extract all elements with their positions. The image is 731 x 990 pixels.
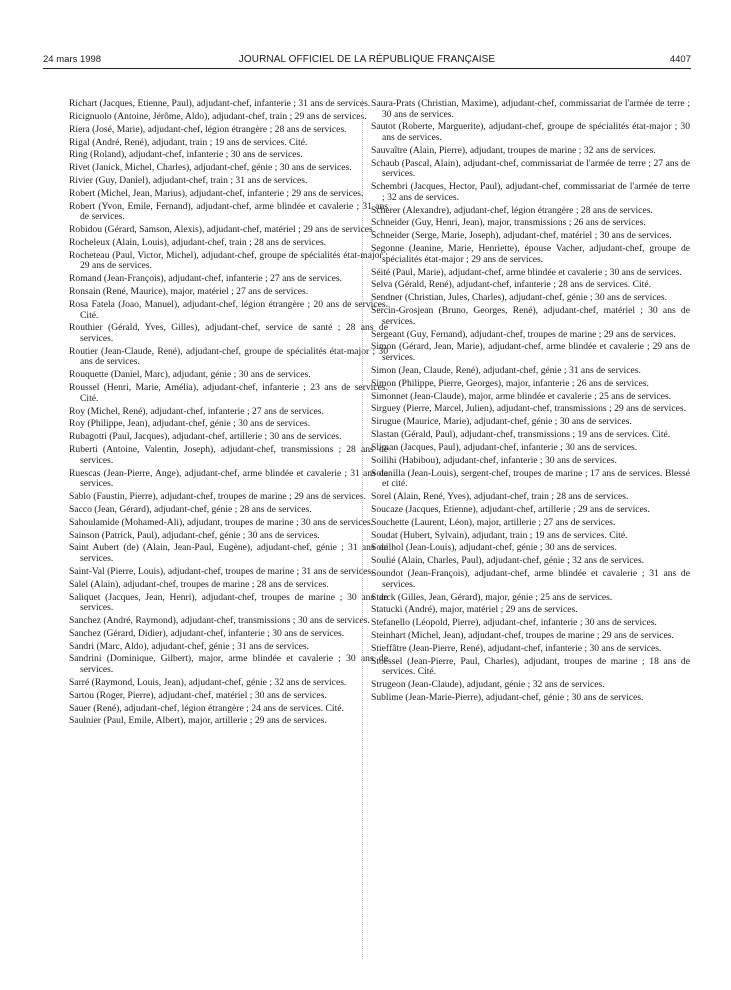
list-item: Sirugue (Maurice, Marie), adjudant-chef, génie ; 30 ans de services. xyxy=(371,416,632,428)
list-item: Starck (Gilles, Jean, Gérard), major, génie ; 25 ans de services. xyxy=(371,591,613,603)
right-column xyxy=(371,99,690,706)
left-column xyxy=(69,99,388,729)
list-item: Souchette (Laurent, Léon), major, artillerie ; 27 ans de services. xyxy=(371,516,616,528)
list-item: Sliman (Jacques, Paul), adjudant-chef, infanterie ; 30 ans de services. xyxy=(371,441,638,453)
page-header xyxy=(43,53,691,67)
list-item: Simon (Philippe, Pierre, Georges), major, infanterie ; 26 ans de services. xyxy=(371,377,649,389)
list-item: Schneider (Serge, Marie, Joseph), adjudant-chef, matériel ; 30 ans de services. xyxy=(371,230,672,242)
list-item: Richart (Jacques, Etienne, Paul), adjudant-chef, infanterie ; 31 ans de services. xyxy=(69,98,371,109)
header-date: 24 mars 1998 xyxy=(43,54,102,65)
list-item: Statucki (André), major, matériel ; 29 ans de services. xyxy=(371,604,578,616)
list-item: Roy (Michel, René), adjudant-chef, infanterie ; 27 ans de services. xyxy=(69,405,324,417)
list-item: Rocheleux (Alain, Louis), adjudant-chef, train ; 28 ans de services. xyxy=(69,237,327,249)
list-item: Steinhart (Michel, Jean), adjudant-chef, troupes de marine ; 29 ans de services. xyxy=(371,630,674,642)
list-item: Sauer (René), adjudant-chef, légion étrangère ; 24 ans de services. Cité. xyxy=(69,702,344,714)
list-item: Schembri (Jacques, Hector, Paul), adjudant-chef, commissariat de l'armée de terre ; 32 ans de services. xyxy=(371,181,690,203)
list-item: Salel (Alain), adjudant-chef, troupes de marine ; 28 ans de services. xyxy=(69,578,329,590)
list-item: Stoessel (Jean-Pierre, Paul, Charles), adjudant, troupes de marine ; 18 ans de services. Cité. xyxy=(371,655,690,678)
list-item: Sarré (Raymond, Louis, Jean), adjudant-chef, génie ; 32 ans de services. xyxy=(69,676,347,688)
list-item: Romand (Jean-François), adjudant-chef, infanterie ; 27 ans de services. xyxy=(69,273,343,285)
list-item: Sainson (Patrick, Paul), adjudant-chef, génie ; 30 ans de services. xyxy=(69,529,320,541)
list-item: Roussel (Henri, Marie, Amélia), adjudant-chef, infanterie ; 23 ans de services. Cité. xyxy=(69,382,388,404)
list-item: Sergeant (Guy, Fernand), adjudant-chef, troupes de marine ; 29 ans de services. xyxy=(371,328,676,340)
list-item: Rivier (Guy, Daniel), adjudant-chef, train ; 31 ans de services. xyxy=(69,175,308,187)
list-item: Soulié (Alain, Charles, Paul), adjudant-chef, génie ; 32 ans de services. xyxy=(371,555,645,567)
list-item: Sanchez (André, Raymond), adjudant-chef, transmissions ; 30 ans de services. xyxy=(69,614,370,626)
list-item: Sanchez (Gérard, Didier), adjudant-chef, infanterie ; 30 ans de services. xyxy=(69,627,345,639)
list-item: Sahoulamide (Mohamed-Ali), adjudant, troupes de marine ; 30 ans de services. xyxy=(69,516,373,528)
list-item: Solanilla (Jean-Louis), sergent-chef, troupes de marine ; 17 ans de services. Blessé et cité. xyxy=(371,467,690,490)
list-item: Ruberti (Antoine, Valentin, Joseph), adjudant-chef, transmissions ; 28 ans de services. xyxy=(69,444,388,466)
list-item: Saint-Val (Pierre, Louis), adjudant-chef, troupes de marine ; 31 ans de services. xyxy=(69,565,374,577)
list-item: Scherer (Alexandre), adjudant-chef, légion étrangère ; 28 ans de services. xyxy=(371,204,653,216)
journal-title: JOURNAL OFFICIEL DE LA RÉPUBLIQUE FRANÇAISE xyxy=(238,54,496,65)
list-item: Stieffâtre (Jean-Pierre, René), adjudant-chef, infanterie ; 30 ans de services. xyxy=(371,642,662,654)
list-item: Rouquette (Daniel, Marc), adjudant, génie ; 30 ans de services. xyxy=(69,369,311,381)
list-item: Rubagotti (Paul, Jacques), adjudant-chef, artillerie ; 30 ans de services. xyxy=(69,431,342,443)
list-item: Routhier (Gérald, Yves, Gilles), adjudant-chef, service de santé ; 28 ans de services. xyxy=(69,322,388,345)
list-item: Rivet (Janick, Michel, Charles), adjudant-chef, génie ; 30 ans de services. xyxy=(69,162,352,174)
list-item: Robidou (Gérard, Samson, Alexis), adjudant-chef, matériel ; 29 ans de services. xyxy=(69,224,376,236)
list-item: Rosa Fatela (Joao, Manuel), adjudant-chef, légion étrangère ; 20 ans de services. Cité. xyxy=(69,299,388,321)
list-item: Sauvaître (Alain, Pierre), adjudant, troupes de marine ; 32 ans de services. xyxy=(371,144,656,156)
list-item: Sacco (Jean, Gérard), adjudant-chef, génie ; 28 ans de services. xyxy=(69,503,312,515)
header-rule xyxy=(43,68,691,69)
list-item: Séité (Paul, Marie), adjudant-chef, arme blindée et cavalerie ; 30 ans de services. xyxy=(371,266,682,278)
list-item: Rocheteau (Paul, Victor, Michel), adjudant-chef, groupe de spécialités état-major ; 29 ans de services. xyxy=(69,249,388,272)
list-item: Robert (Michel, Jean, Marius), adjudant-chef, infanterie ; 29 ans de services. xyxy=(69,187,364,199)
list-item: Selva (Gérald, René), adjudant-chef, infanterie ; 28 ans de services. Cité. xyxy=(371,279,651,291)
list-item: Soudat (Hubert, Sylvain), adjudant, train ; 19 ans de services. Cité. xyxy=(371,529,628,541)
list-item: Ronsain (René, Maurice), major, matériel ; 27 ans de services. xyxy=(69,286,309,298)
list-item: Roy (Philippe, Jean), adjudant-chef, génie ; 30 ans de services. xyxy=(69,418,311,430)
list-item: Soucaze (Jacques, Etienne), adjudant-chef, artillerie ; 29 ans de services. xyxy=(371,503,650,515)
list-item: Strugeon (Jean-Claude), adjudant, génie ; 32 ans de services. xyxy=(371,679,605,691)
list-item: Ruescas (Jean-Pierre, Ange), adjudant-chef, arme blindée et cavalerie ; 31 ans de services. xyxy=(69,467,388,490)
list-item: Ricignuolo (Antoine, Jérôme, Aldo), adjudant-chef, train ; 29 ans de services. xyxy=(69,110,367,122)
list-item: Sandri (Marc, Aldo), adjudant-chef, génie ; 31 ans de services. xyxy=(69,640,310,652)
list-item: Souilhol (Jean-Louis), adjudant-chef, génie ; 30 ans de services. xyxy=(371,542,617,554)
list-item: Sublime (Jean-Marie-Pierre), adjudant-chef, génie ; 30 ans de services. xyxy=(371,692,644,703)
list-item: Robert (Yvon, Emile, Fernand), adjudant-chef, arme blindée et cavalerie ; 31 ans de services. xyxy=(69,200,388,223)
list-item: Soundot (Jean-François), adjudant-chef, arme blindée et cavalerie ; 31 ans de services. xyxy=(371,568,690,590)
page-number: 4407 xyxy=(669,54,691,65)
list-item: Riera (José, Marie), adjudant-chef, légion étrangère ; 28 ans de services. xyxy=(69,123,347,135)
list-item: Saint Aubert (de) (Alain, Jean-Paul, Eugène), adjudant-chef, génie ; 31 ans de services. xyxy=(69,542,388,564)
list-item: Sautot (Roberte, Marguerite), adjudant-chef, groupe de spécialités état-major ; 30 ans de services. xyxy=(371,121,690,144)
list-item: Simonnet (Jean-Claude), major, arme blindée et cavalerie ; 25 ans de services. xyxy=(371,390,672,402)
column-divider xyxy=(362,99,363,959)
list-item: Soilihi (Habibou), adjudant-chef, infanterie ; 30 ans de services. xyxy=(371,454,617,466)
list-item: Simon (Jean, Claude, René), adjudant-chef, génie ; 31 ans de services. xyxy=(371,364,641,376)
list-item: Saulnier (Paul, Emile, Albert), major, artillerie ; 29 ans de services. xyxy=(69,715,327,727)
list-item: Sendner (Christian, Jules, Charles), adjudant-chef, génie ; 30 ans de services. xyxy=(371,292,667,304)
list-item: Segonne (Jeanine, Marie, Henriette), épouse Vacher, adjudant-chef, groupe de spécialités état-major ; 29 ans de services. xyxy=(371,243,690,265)
list-item: Saliquet (Jacques, Jean, Henri), adjudant-chef, troupes de marine ; 30 ans de services. xyxy=(69,591,388,614)
list-item: Routier (Jean-Claude, René), adjudant-chef, groupe de spécialités état-major ; 30 ans de services. xyxy=(69,345,388,368)
list-item: Sandrini (Dominique, Gilbert), major, arme blindée et cavalerie ; 30 ans de services. xyxy=(69,653,388,676)
list-item: Sartou (Roger, Pierre), adjudant-chef, matériel ; 30 ans de services. xyxy=(69,689,327,701)
list-item: Sorel (Alain, René, Yves), adjudant-chef, train ; 28 ans de services. xyxy=(371,491,629,502)
list-item: Sirguey (Pierre, Marcel, Julien), adjudant-chef, transmissions ; 29 ans de services. xyxy=(371,403,687,415)
list-item: Stefanello (Léopold, Pierre), adjudant-chef, infanterie ; 30 ans de services. xyxy=(371,617,657,629)
list-item: Saura-Prats (Christian, Maxime), adjudant-chef, commissariat de l'armée de terre ; 30 ans de services. xyxy=(371,98,690,120)
list-item: Schneider (Guy, Henri, Jean), major, transmissions ; 26 ans de services. xyxy=(371,217,646,229)
list-item: Ring (Roland), adjudant-chef, infanterie ; 30 ans de services. xyxy=(69,149,303,161)
list-item: Schaub (Pascal, Alain), adjudant-chef, commissariat de l'armée de terre ; 27 ans de services. xyxy=(371,157,690,180)
list-item: Slastan (Gérald, Paul), adjudant-chef, transmissions ; 19 ans de services. Cité. xyxy=(371,429,671,441)
list-item: Sablo (Faustin, Pierre), adjudant-chef, troupes de marine ; 29 ans de services. xyxy=(69,491,367,502)
list-item: Simon (Gérard, Jean, Marie), adjudant-chef, arme blindée et cavalerie ; 29 ans de services. xyxy=(371,341,690,363)
list-item: Rigal (André, René), adjudant, train ; 19 ans de services. Cité. xyxy=(69,136,308,148)
list-item: Sercin-Grosjean (Bruno, Georges, René), adjudant-chef, matériel ; 30 ans de services. xyxy=(371,305,690,327)
